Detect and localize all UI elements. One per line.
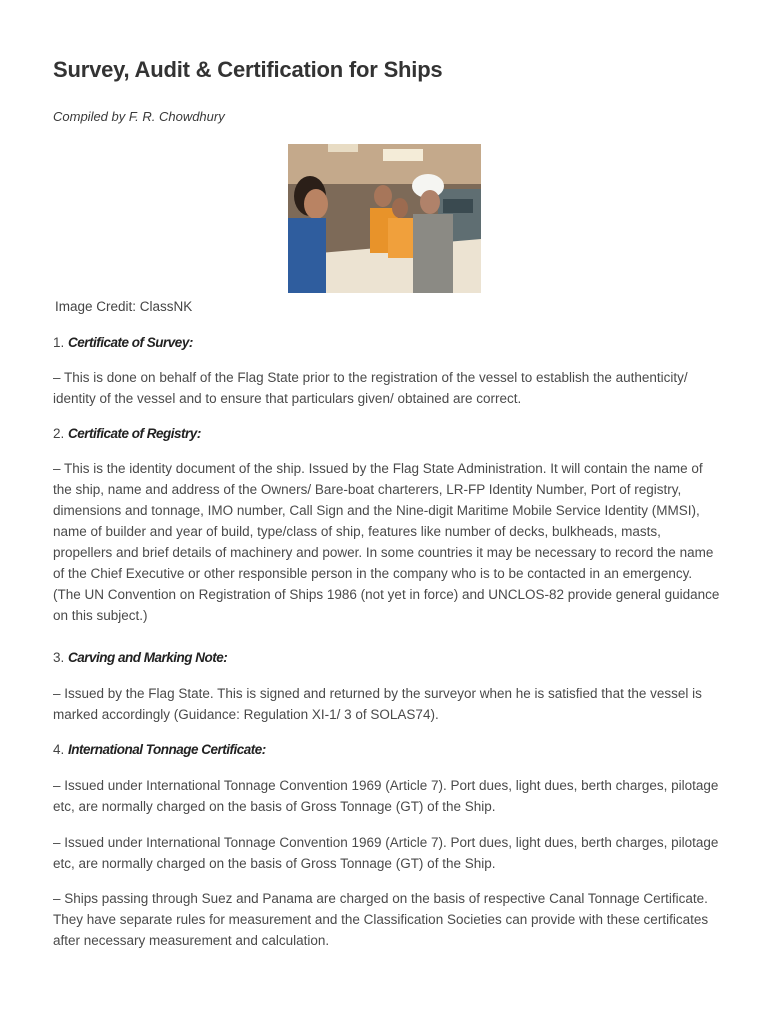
section-paragraph: – Ships passing through Suez and Panama are charged on the basis of respective Canal Tonnage Certificate. They have separate rules for measurement and the Classification Societies can provide with these certificates after necessary measurement and calculation. <box>53 891 709 948</box>
section-heading-1 <box>53 335 193 350</box>
image-credit: Image Credit: ClassNK <box>55 299 193 314</box>
section-number: 2. <box>53 426 65 441</box>
article-title: Survey, Audit & Certification for Ships <box>53 57 443 82</box>
section-number: 4. <box>53 742 65 757</box>
section-title: International Tonnage Certificate: <box>68 742 266 757</box>
section-paragraph: – Issued under International Tonnage Convention 1969 (Article 7). Port dues, light dues, berth charges, pilotage etc, are normally charged on the basis of Gross Tonnage (GT) of the Ship. <box>53 778 719 814</box>
section-number: 1. <box>53 335 65 350</box>
section-heading-2 <box>53 426 201 441</box>
section-number: 3. <box>53 650 65 665</box>
section-paragraph: – Issued under International Tonnage Convention 1969 (Article 7). Port dues, light dues, berth charges, pilotage etc, are normally charged on the basis of Gross Tonnage (GT) of the Ship. <box>53 835 719 871</box>
section-paragraph: – Issued by the Flag State. This is signed and returned by the surveyor when he is satisfied that the vessel is marked accordingly (Guidance: Regulation XI-1/ 3 of SOLAS74). <box>53 686 702 722</box>
section-heading-4 <box>53 742 266 757</box>
section-title: Certificate of Survey: <box>68 335 193 350</box>
section-title: Carving and Marking Note: <box>68 650 228 665</box>
section-paragraph: – This is the identity document of the ship. Issued by the Flag State Administration. It will contain the name of the ship, name and address of the Owners/ Bare-boat charterers, LR-FP Identity Number, Port of registry, dimensions and tonnage, IMO number, Call Sign and the Nine-digit Maritime Mobile Service Identity (MMSI), name of builder and year of build, type/class of ship, features like number of decks, bulkheads, masts, propellers and brief details of machinery and power. In some countries it may be necessary to record the name of the Chief Executive or other responsible person in the company who is to be contacted in an emergency. (The UN Convention on Registration of Ships 1986 (not yet in force) and UNCLOS-82 provide general guidance on this subject.) <box>53 461 720 623</box>
article-byline: Compiled by F. R. Chowdhury <box>53 109 225 124</box>
ship-survey-photo <box>288 144 481 293</box>
section-title: Certificate of Registry: <box>68 426 201 441</box>
section-heading-3 <box>53 650 227 665</box>
section-paragraph: – This is done on behalf of the Flag State prior to the registration of the vessel to establish the authenticity/ identity of the vessel and to ensure that particulars given/ obtained are correct. <box>53 370 688 406</box>
